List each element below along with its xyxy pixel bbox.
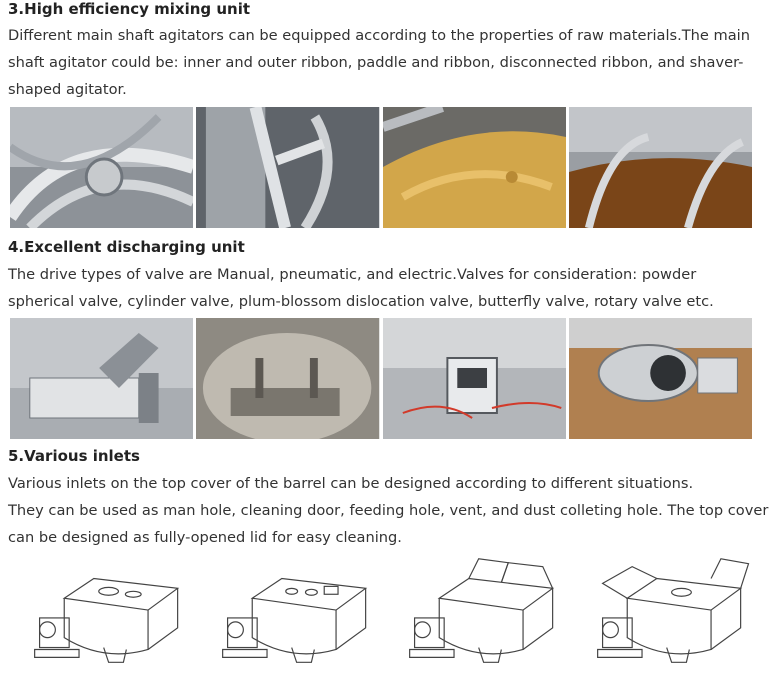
section-3-heading: 3.High efficiency mixing unit: [8, 0, 251, 18]
ribbon-agitator-photo: [10, 107, 193, 228]
section-3-paragraph: [8, 22, 768, 103]
paragraph-line: They can be used as man hole, cleaning door, feeding hole, vent, and dust colleting hole. The top cover: [8, 502, 769, 519]
manual-valve-photo: [10, 318, 193, 439]
mixing-unit-photos: [10, 107, 752, 228]
paragraph-line: Various inlets on the top cover of the barrel can be designed according to different situations.: [8, 475, 694, 492]
paragraph-line: spherical valve, cylinder valve, plum-blossom dislocation valve, butterfly valve, rotary valve etc.: [8, 293, 714, 310]
discharging-unit-photos: [10, 318, 752, 439]
section-4-paragraph: [8, 261, 768, 315]
paddle-ribbon-photo: [196, 107, 379, 228]
inlet-drawing-small-ports: [198, 558, 376, 668]
brown-powder-photo: [569, 107, 752, 228]
pneumatic-valve-photo: [383, 318, 566, 439]
section-5-heading: 5.Various inlets: [8, 447, 140, 465]
yellow-powder-photo: [383, 107, 566, 228]
paragraph-line: can be designed as fully-opened lid for easy cleaning.: [8, 529, 402, 546]
paragraph-line: Different main shaft agitators can be equipped according to the properties of raw materials.The main: [8, 27, 750, 44]
inlet-drawing-round-holes: [10, 558, 188, 668]
paragraph-line: shaped agitator.: [8, 81, 127, 98]
inlet-drawing-split-lid: [385, 558, 563, 668]
paragraph-line: shaft agitator could be: inner and outer ribbon, paddle and ribbon, disconnected ribbon, and shaver-: [8, 54, 744, 71]
rotary-valve-photo: [569, 318, 752, 439]
inlet-drawing-fully-open-lid: [573, 558, 751, 668]
section-4-heading: 4.Excellent discharging unit: [8, 238, 245, 256]
section-5-paragraph: [8, 470, 768, 551]
discharge-port-photo: [196, 318, 379, 439]
paragraph-line: The drive types of valve are Manual, pneumatic, and electric.Valves for consideration: powder: [8, 266, 697, 283]
inlet-drawings: [10, 558, 750, 668]
